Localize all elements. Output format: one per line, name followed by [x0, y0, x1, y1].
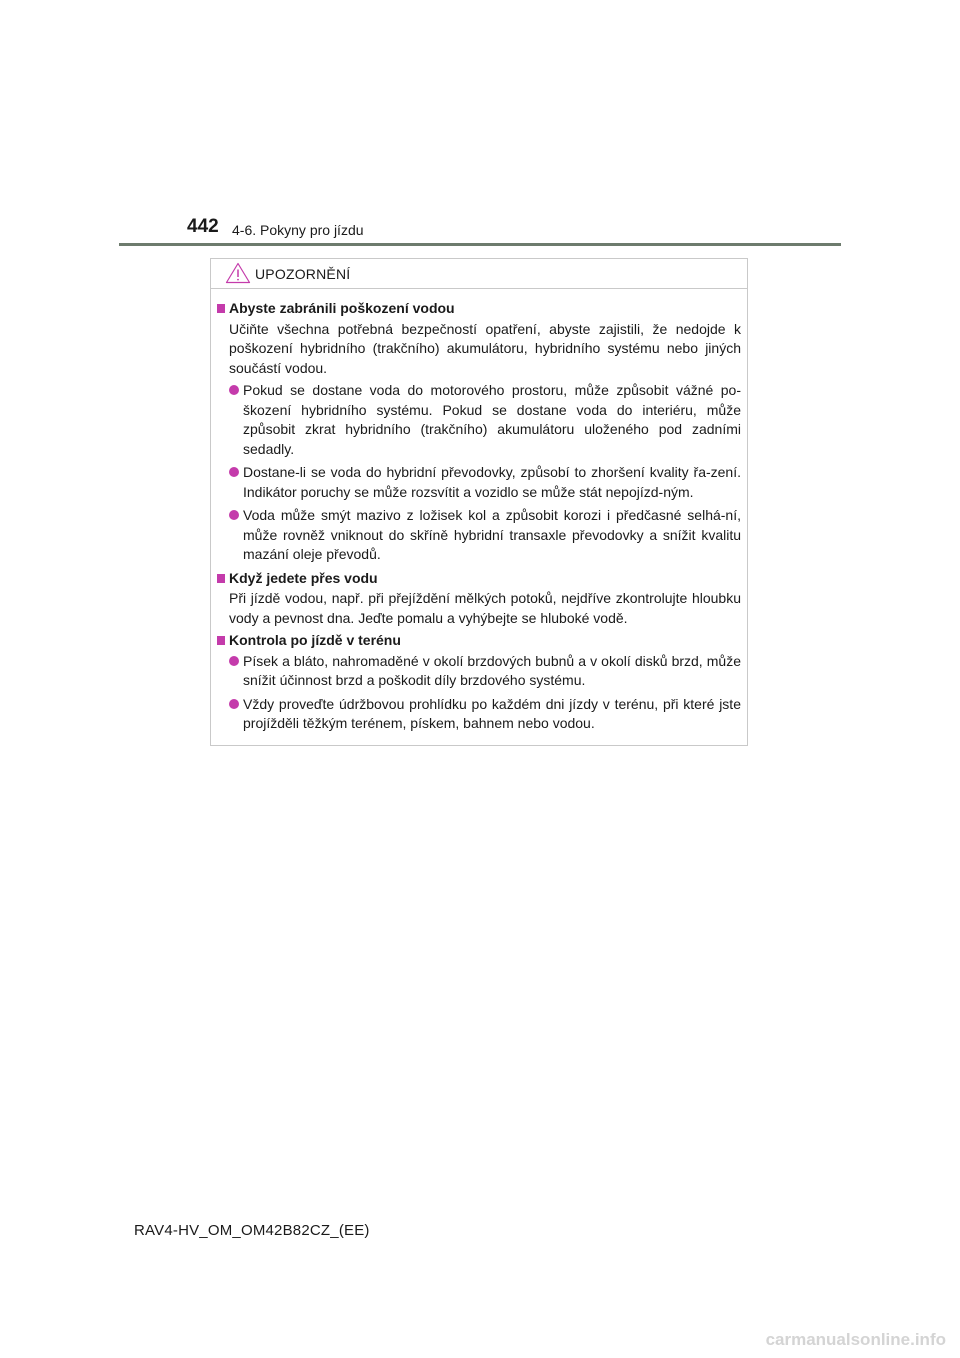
section-heading — [217, 631, 741, 651]
section-offroad-check — [217, 631, 741, 734]
section-heading-text: Když jedete přes vodu — [229, 569, 378, 586]
list-item — [217, 695, 741, 734]
round-bullet-icon — [229, 467, 239, 477]
footer-document-code: RAV4-HV_OM_OM42B82CZ_(EE) — [134, 1222, 370, 1239]
section-paragraph: Učiňte všechna potřebná bezpečností opatření, abyste zajistili, že nedojde k poškození hybridního (trakčního) akumulátoru, hybridního systému nebo jiných součástí vodou. — [229, 320, 741, 376]
watermark: carmanualsonline.info — [765, 1330, 946, 1349]
list-item-text: Dostane-li se voda do hybridní převodovky, způsobí to zhoršení kvality řa-zení. Indikátor poruchy se může rozsvítit a vozidlo se může stát nepojízd-ným. — [243, 464, 741, 500]
warning-body — [217, 299, 741, 738]
round-bullet-icon — [229, 385, 239, 395]
list-item — [217, 652, 741, 691]
section-water-damage — [217, 299, 741, 565]
warning-header — [211, 259, 747, 289]
list-item-text: Vždy proveďte údržbovou prohlídku po každém dni jízdy v terénu, při které jste projížděli těžkým terénem, pískem, bahnem nebo vodou. — [243, 695, 741, 731]
warning-box — [210, 258, 748, 746]
list-item — [217, 506, 741, 565]
warning-label: UPOZORNĚNÍ — [255, 266, 351, 282]
section-heading-text: Kontrola po jízdě v terénu — [229, 632, 401, 648]
list-item — [217, 381, 741, 459]
list-item-text: Písek a bláto, nahromaděné v okolí brzdových bubnů a v okolí disků brzd, může snížit účinnost brzd a poškodit díly brzdového systému. — [243, 652, 741, 688]
section-paragraph: Při jízdě vodou, např. při přejíždění mělkých potoků, nejdříve zkontrolujte hloubku vody a pevnost dna. Jeďte pomalu a vyhýbejte se hluboké vodě. — [229, 590, 741, 626]
section-title: 4-6. Pokyny pro jízdu — [232, 222, 364, 238]
list-item-text: Voda může smýt mazivo z ložisek kol a způsobit korozi i předčasné selhá-ní, může rovněž vniknout do skříně hybridní transaxle převodovky a snížit kvalitu mazání oleje převodů. — [243, 507, 741, 562]
header-rule — [119, 243, 841, 246]
page-number: 442 — [187, 216, 219, 237]
square-bullet-icon — [217, 636, 225, 645]
warning-triangle-icon — [225, 262, 251, 284]
section-heading — [217, 569, 741, 589]
section-heading — [217, 299, 741, 319]
square-bullet-icon — [217, 304, 225, 313]
round-bullet-icon — [229, 699, 239, 709]
round-bullet-icon — [229, 510, 239, 520]
round-bullet-icon — [229, 656, 239, 666]
square-bullet-icon — [217, 574, 225, 583]
section-heading-text: Abyste zabránili poškození vodou — [229, 300, 455, 316]
section-driving-through-water — [217, 569, 741, 629]
list-item-text: Pokud se dostane voda do motorového prostoru, může způsobit vážné po-škození hybridního systému. Pokud se dostane voda do interiéru, může způsobit zkrat hybridního (trakčního) akumulátoru uloženého pod zadními sedadly. — [243, 382, 741, 457]
list-item — [217, 463, 741, 502]
